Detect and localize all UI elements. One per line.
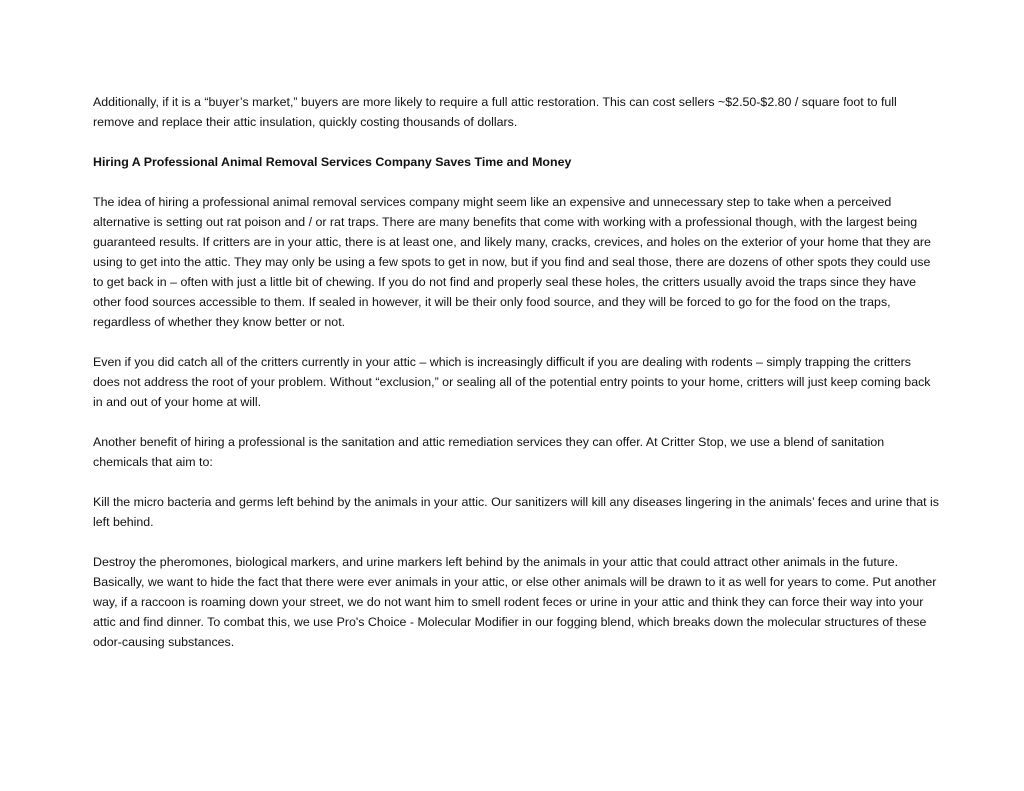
paragraph-sanitation: Another benefit of hiring a professional is the sanitation and attic remediation services they can offer. At Critter Stop, we use a blend of sanitation chemicals that aim to: — [93, 435, 885, 469]
paragraph-hiring-benefits: The idea of hiring a professional animal removal services company might seem like an expensive and unnecessary step to take when a perceived alternative is setting out rat poison and / or rat traps. There are many benefits that come with working with a professional though, with the largest being guaranteed results. If critters are in your attic, there is at least one, and likely many, cracks, crevices, and holes on the exterior of your home that they are using to get into the attic. They may only be using a few spots to get in now, but if you find and seal those, there are dozens of other spots they could use to get back in – often with just a little bit of chewing. If you do not find and properly seal these holes, the critters usually avoid the traps since they have other food sources accessible to them. If sealed in however, it will be their only food source, and they will be forced to go for the food on the traps, regardless of whether they know better or not. — [93, 195, 931, 329]
paragraph-destroy-pheromones: Destroy the pheromones, biological markers, and urine markers left behind by the animals in your attic that could attract other animals in the future. Basically, we want to hide the fact that there were ever animals in your attic, or else other animals will be drawn to it as well for years to come. Put another way, if a raccoon is roaming down your street, we do not want him to smell rodent feces or urine in your attic and think they can force their way into your attic and find dinner. To combat this, we use Pro's Choice - Molecular Modifier in our fogging blend, which breaks down the molecular structures of these odor-causing substances. — [93, 555, 937, 649]
document-body — [93, 92, 939, 672]
paragraph-exclusion: Even if you did catch all of the critters currently in your attic – which is increasingly difficult if you are dealing with rodents – simply trapping the critters does not address the root of your problem. Without “exclusion,” or sealing all of the potential entry points to your home, critters will just keep coming back in and out of your home at will. — [93, 355, 931, 409]
paragraph-kill-bacteria: Kill the micro bacteria and germs left behind by the animals in your attic. Our sanitizers will kill any diseases lingering in the animals’ feces and urine that is left behind. — [93, 495, 939, 529]
section-heading: Hiring A Professional Animal Removal Services Company Saves Time and Money — [93, 155, 572, 169]
paragraph-buyers-market: Additionally, if it is a “buyer’s market,” buyers are more likely to require a full attic restoration. This can cost sellers ~$2.50-$2.80 / square foot to full remove and replace their attic insulation, quickly costing thousands of dollars. — [93, 95, 897, 129]
